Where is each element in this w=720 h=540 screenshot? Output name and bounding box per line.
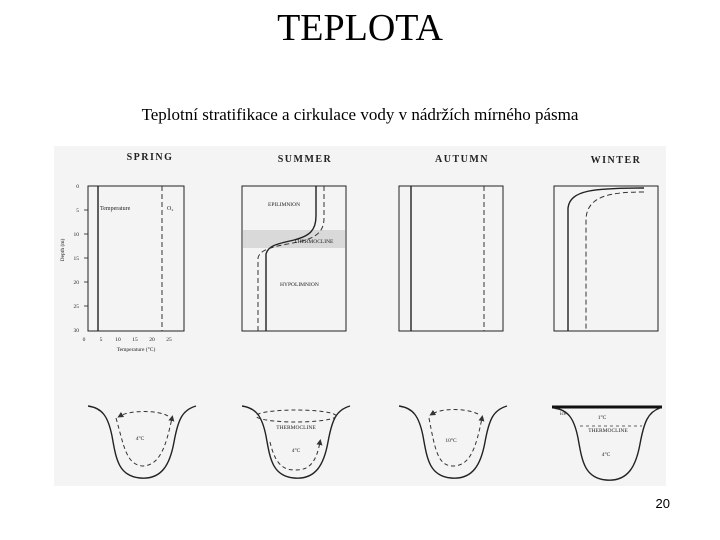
summer-basin-outline [242, 406, 350, 478]
spring-basin-temp: 4°C [135, 436, 145, 442]
spring-temperature-label: Temperature [100, 206, 131, 212]
spring-profile [59, 184, 184, 353]
summer-epilimnion-circulation [256, 410, 336, 422]
season-label-autumn: AUTUMN [435, 154, 489, 165]
temp-tick-5: 5 [99, 337, 103, 343]
winter-basin [552, 407, 662, 480]
epilimnion-label: EPILIMNION [268, 202, 301, 208]
spring-circulation-top [120, 412, 168, 417]
depth-tick-25: 25 [73, 304, 79, 310]
autumn-profile-frame [399, 186, 503, 331]
autumn-basin [399, 406, 507, 478]
depth-axis-label: Depth (m) [60, 238, 66, 262]
summer-basin [242, 406, 350, 478]
autumn-basin-temp: 10°C [445, 438, 457, 444]
winter-basin-outline [554, 408, 660, 480]
winter-profile [554, 186, 658, 331]
winter-basin-temp: 4°C [601, 452, 611, 458]
season-label-summer: SUMMER [277, 154, 333, 165]
temp-tick-10: 10 [115, 337, 121, 343]
depth-tick-0: 0 [76, 184, 79, 190]
temperature-axis-label: Temperature (°C) [116, 347, 156, 353]
hypolimnion-label: HYPOLIMNION [280, 282, 319, 288]
spring-basin [88, 406, 196, 478]
summer-hypolimnion-circulation [270, 442, 320, 470]
temp-tick-20: 20 [149, 337, 155, 343]
stratification-figure [54, 146, 666, 486]
depth-tick-30: 30 [73, 328, 79, 334]
page-title: TEPLOTA [277, 7, 443, 49]
depth-tick-5: 5 [76, 208, 79, 214]
temp-tick-15: 15 [132, 337, 138, 343]
winter-top-temp: 1°C [597, 415, 607, 421]
spring-basin-outline [88, 406, 196, 478]
depth-tick-20: 20 [73, 280, 79, 286]
temp-tick-25: 25 [166, 337, 172, 343]
summer-thermocline-label: THERMOCLINE [294, 239, 334, 245]
stratification-diagram [54, 146, 666, 486]
autumn-profile [399, 186, 503, 331]
summer-basin-temp: 4°C [291, 448, 301, 454]
summer-profile [242, 186, 346, 331]
autumn-circulation-top [432, 410, 478, 415]
depth-tick-10: 10 [73, 232, 79, 238]
page-subtitle: Teplotní stratifikace a cirkulace vody v nádržích mírného pásma [141, 105, 579, 124]
depth-tick-15: 15 [73, 256, 79, 262]
winter-temperature-curve [568, 188, 644, 331]
winter-profile-frame [554, 186, 658, 331]
winter-basin-thermocline: THERMOCLINE [588, 428, 628, 434]
temp-tick-0: 0 [82, 337, 86, 343]
summer-basin-thermocline: THERMOCLINE [276, 425, 316, 431]
season-label-spring: SPRING [126, 152, 174, 163]
spring-o2-label: O₂ [167, 206, 174, 212]
winter-ice-label: ice [560, 411, 567, 417]
page-number: 20 [655, 496, 670, 511]
season-label-winter: WINTER [590, 155, 642, 166]
spring-circulation-right [116, 418, 172, 466]
winter-oxygen-curve [586, 192, 644, 331]
